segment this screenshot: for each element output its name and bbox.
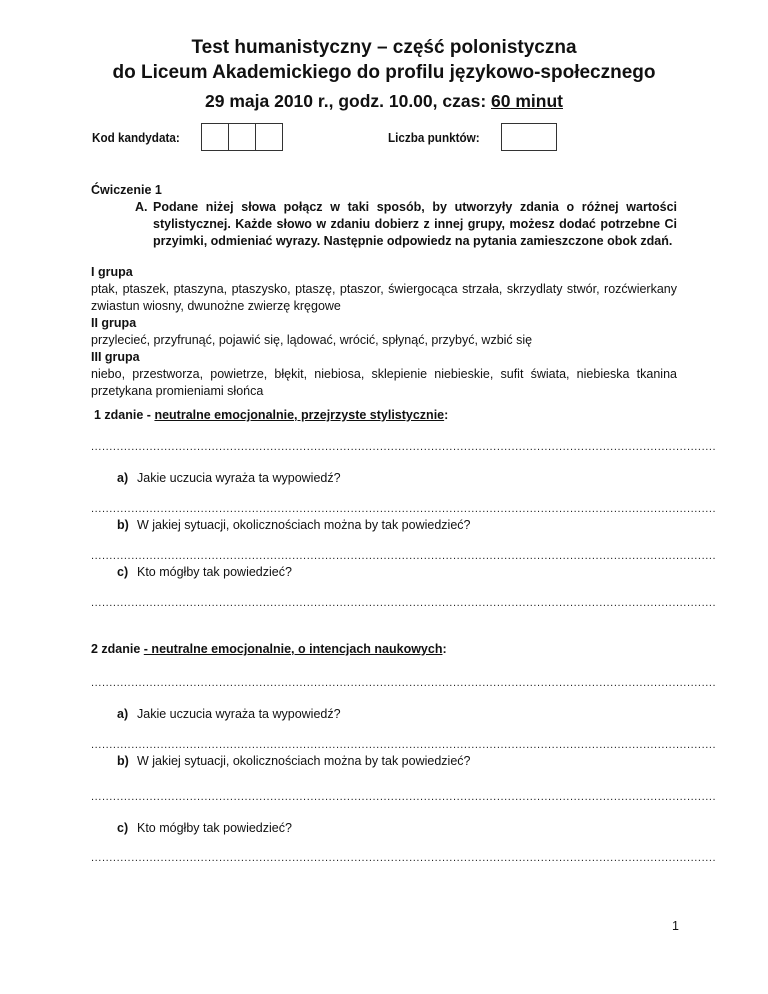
exam-duration: 60 minut [491, 91, 563, 111]
title-line-2: do Liceum Akademickiego do profilu językowo-społecznego [112, 62, 656, 83]
question-a: a) Jakie uczucia wyraża ta wypowiedź? [117, 471, 341, 485]
instruction-letter: A. [135, 200, 148, 214]
candidate-code-box[interactable] [255, 123, 283, 151]
answer-line[interactable]: ........................................................................................................................................................................... [91, 677, 717, 689]
group-3-label: III grupa [91, 350, 140, 364]
question-b: b) W jakiej sytuacji, okolicznościach można by tak powiedzieć? [117, 518, 471, 532]
answer-line[interactable]: ........................................................................................................................................................................... [91, 503, 717, 515]
points-box-wrap[interactable] [502, 123, 557, 151]
question-c: c) Kto mógłby tak powiedzieć? [117, 821, 292, 835]
group-2-label: II grupa [91, 316, 137, 330]
group-2-words: przylecieć, przyfrunąć, pojawić się, lądować, wrócić, spłynąć, przybyć, wzbić się [91, 333, 533, 347]
question-c: c) Kto mógłby tak powiedzieć? [117, 565, 292, 579]
title-line-1: Test humanistyczny – część polonistyczna [191, 37, 577, 58]
answer-line[interactable]: ........................................................................................................................................................................... [91, 791, 717, 803]
instruction-text: Podane niżej słowa połącz w taki sposób, by utworzyły zdania o różnej wartości stylistycznej. Każde słowo w zdaniu dobierz z innej grupy, możesz dodać potrzebne Ci przyimki, odmieniać wyrazy. Następnie odpowiedz na pytania zamieszczone obok zdań. [153, 200, 677, 248]
candidate-code-label: Kod kandydata: [92, 130, 180, 145]
answer-line[interactable]: ........................................................................................................................................................................... [91, 739, 717, 751]
candidate-code-boxes[interactable] [202, 123, 283, 151]
candidate-code-box[interactable] [201, 123, 229, 151]
question-b: b) W jakiej sytuacji, okolicznościach można by tak powiedzieć? [117, 754, 471, 768]
exam-date-time: 29 maja 2010 r., godz. 10.00, czas: [205, 91, 492, 111]
answer-line[interactable]: ........................................................................................................................................................................... [91, 441, 717, 453]
group-1-label: I grupa [91, 265, 133, 279]
sentence-2-heading: 2 zdanie - neutralne emocjonalnie, o intencjach naukowych: [91, 642, 447, 656]
points-label: Liczba punktów: [388, 130, 480, 145]
answer-line[interactable]: ........................................................................................................................................................................... [91, 550, 717, 562]
page-number: 1 [672, 919, 679, 933]
sentence-1-heading: 1 zdanie - neutralne emocjonalnie, przejrzyste stylistycznie: [94, 408, 449, 422]
group-1-words: ptak, ptaszek, ptaszyna, ptaszysko, ptaszę, ptaszor, świergocąca strzała, skrzydlaty stwór, rozćwierkany zwiastun wiosny, dwunożne zwierzę kręgowe [91, 282, 677, 313]
points-box[interactable] [501, 123, 557, 151]
exercise-heading: Ćwiczenie 1 [91, 183, 162, 197]
answer-line[interactable]: ........................................................................................................................................................................... [91, 597, 717, 609]
question-a: a) Jakie uczucia wyraża ta wypowiedź? [117, 707, 341, 721]
candidate-code-box[interactable] [228, 123, 256, 151]
answer-line[interactable]: ........................................................................................................................................................................... [91, 852, 717, 864]
title-line-3 [0, 89, 768, 113]
group-3-words: niebo, przestworza, powietrze, błękit, niebiosa, sklepienie niebieskie, sufit świata, niebieska tkanina przetykana promieniami słońca [91, 367, 677, 398]
